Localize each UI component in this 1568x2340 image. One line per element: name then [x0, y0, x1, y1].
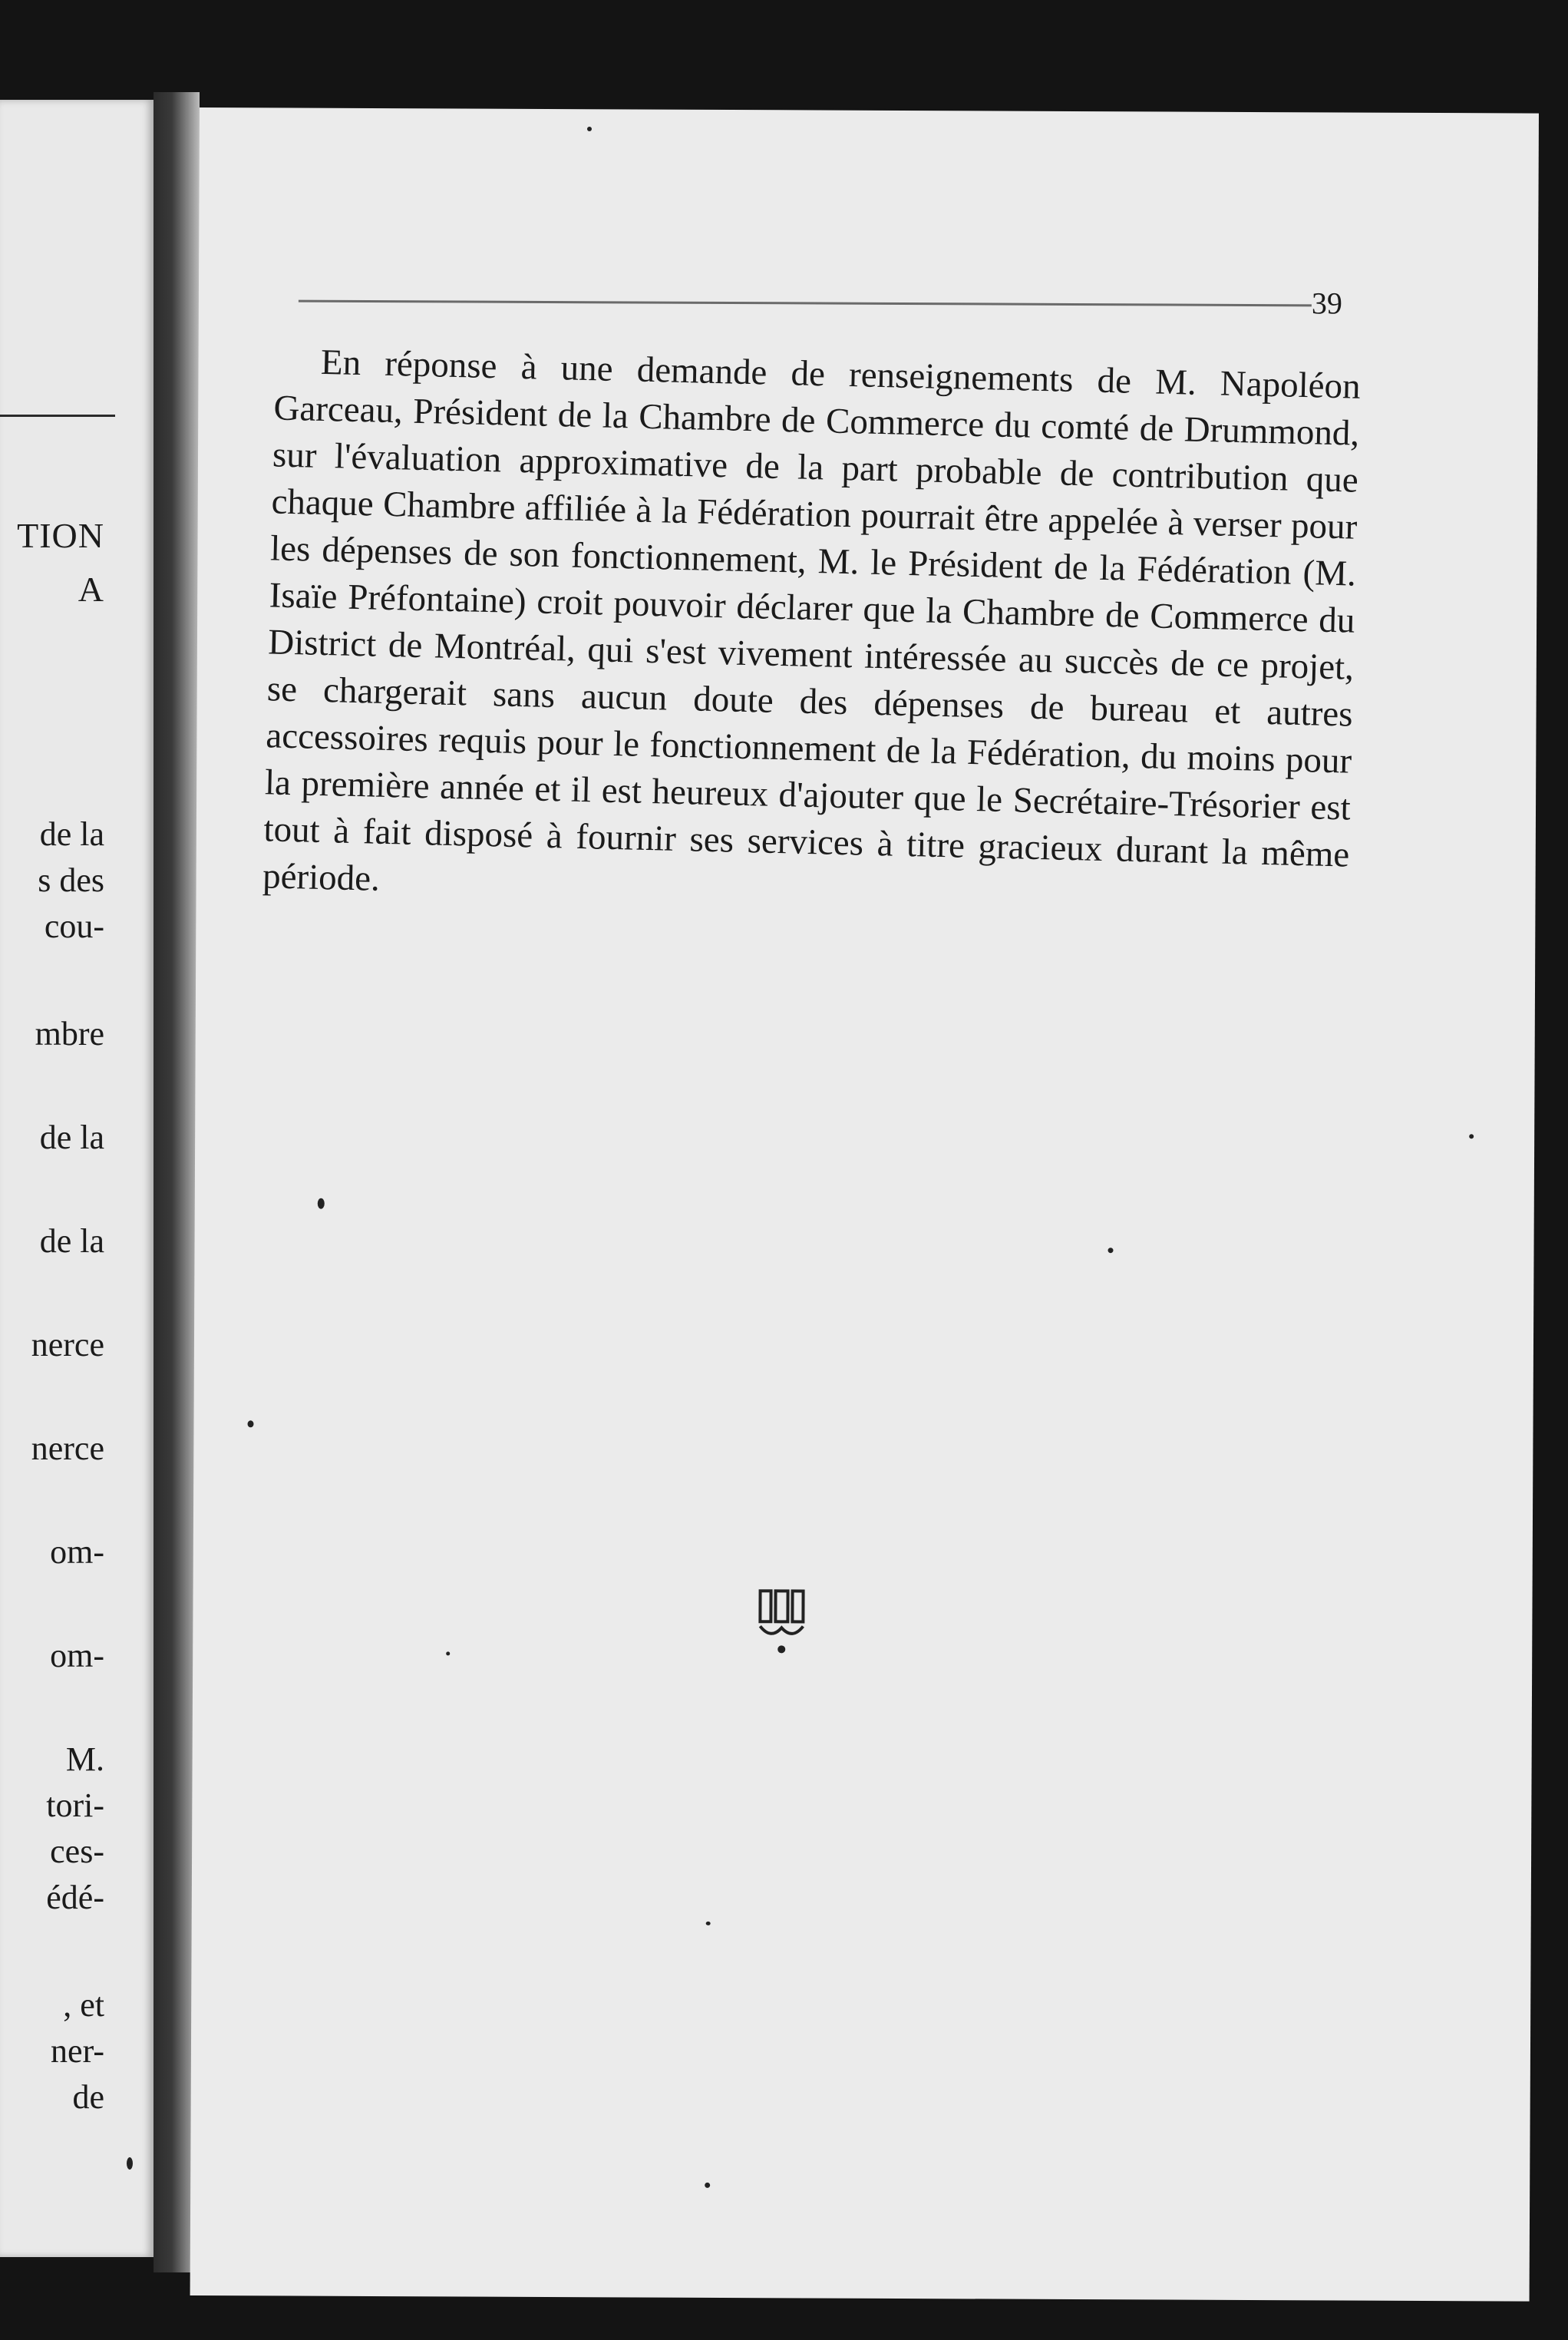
previous-page-strip [0, 100, 153, 2257]
header-rule [299, 300, 1312, 307]
left-fragment-16: édé- [46, 1879, 104, 1916]
left-fragment-8: de la [39, 1222, 104, 1260]
left-fragment-17: , et [63, 1986, 104, 2024]
left-fragment-6: mbre [35, 1015, 104, 1053]
left-fragment-1: TION [17, 516, 104, 555]
left-fragment-11: om- [50, 1533, 104, 1571]
left-fragment-3: de la [39, 815, 104, 853]
left-fragment-18: ner- [51, 2032, 104, 2070]
speck [446, 1651, 450, 1655]
speck [127, 2157, 133, 2170]
paragraph-indent [275, 372, 321, 373]
left-fragment-7: de la [39, 1119, 104, 1156]
body-paragraph-text: En réponse à une demande de renseignements de M. Napoléon Garceau, Président de la Chambre de Commerce du comté de Drummond, sur l'évaluation approximative de la part probable de contribution que chaque Chambre affiliée à la Fédération pourrait être appelée à verser pour les dépenses de son fonctionnement, M. le Président de la Fédération (M. Isaïe Préfontaine) croit pouvoir déclarer que la Chambre de Commerce du District de Montréal, qui s'est vivement intéressée au succès de ce projet, se chargerait sans aucun doute des dépenses de bureau et autres accessoires requis pour le fonctionnement de la Fédération, du moins pour la première année et il est heureux d'ajouter que le Secrétaire-Trésorier est tout à fait disposé à fournir ses services à titre gracieux durant la même période. [262, 342, 1362, 899]
left-fragment-19: de [72, 2078, 104, 2116]
left-page-rule [0, 415, 115, 417]
speck [1108, 1248, 1114, 1253]
speck [318, 1198, 325, 1209]
left-fragment-5: cou- [44, 907, 104, 945]
left-fragment-10: nerce [31, 1429, 104, 1467]
left-fragment-9: nerce [31, 1326, 104, 1363]
speck [587, 127, 592, 131]
speck [706, 1922, 711, 1925]
main-page [190, 107, 1539, 2302]
left-fragment-15: ces- [50, 1833, 104, 1870]
left-fragment-13: M. [65, 1740, 104, 1778]
printer-ornament-icon [757, 1588, 806, 1657]
page-number: 39 [1311, 286, 1342, 321]
left-fragment-12: om- [50, 1637, 104, 1674]
left-fragment-4: s des [38, 861, 104, 899]
body-paragraph [262, 338, 1361, 925]
left-fragment-14: tori- [46, 1786, 104, 1824]
left-fragment-2: A [78, 570, 104, 609]
speck [705, 2183, 710, 2188]
speck [247, 1420, 253, 1427]
speck [1469, 1134, 1474, 1139]
